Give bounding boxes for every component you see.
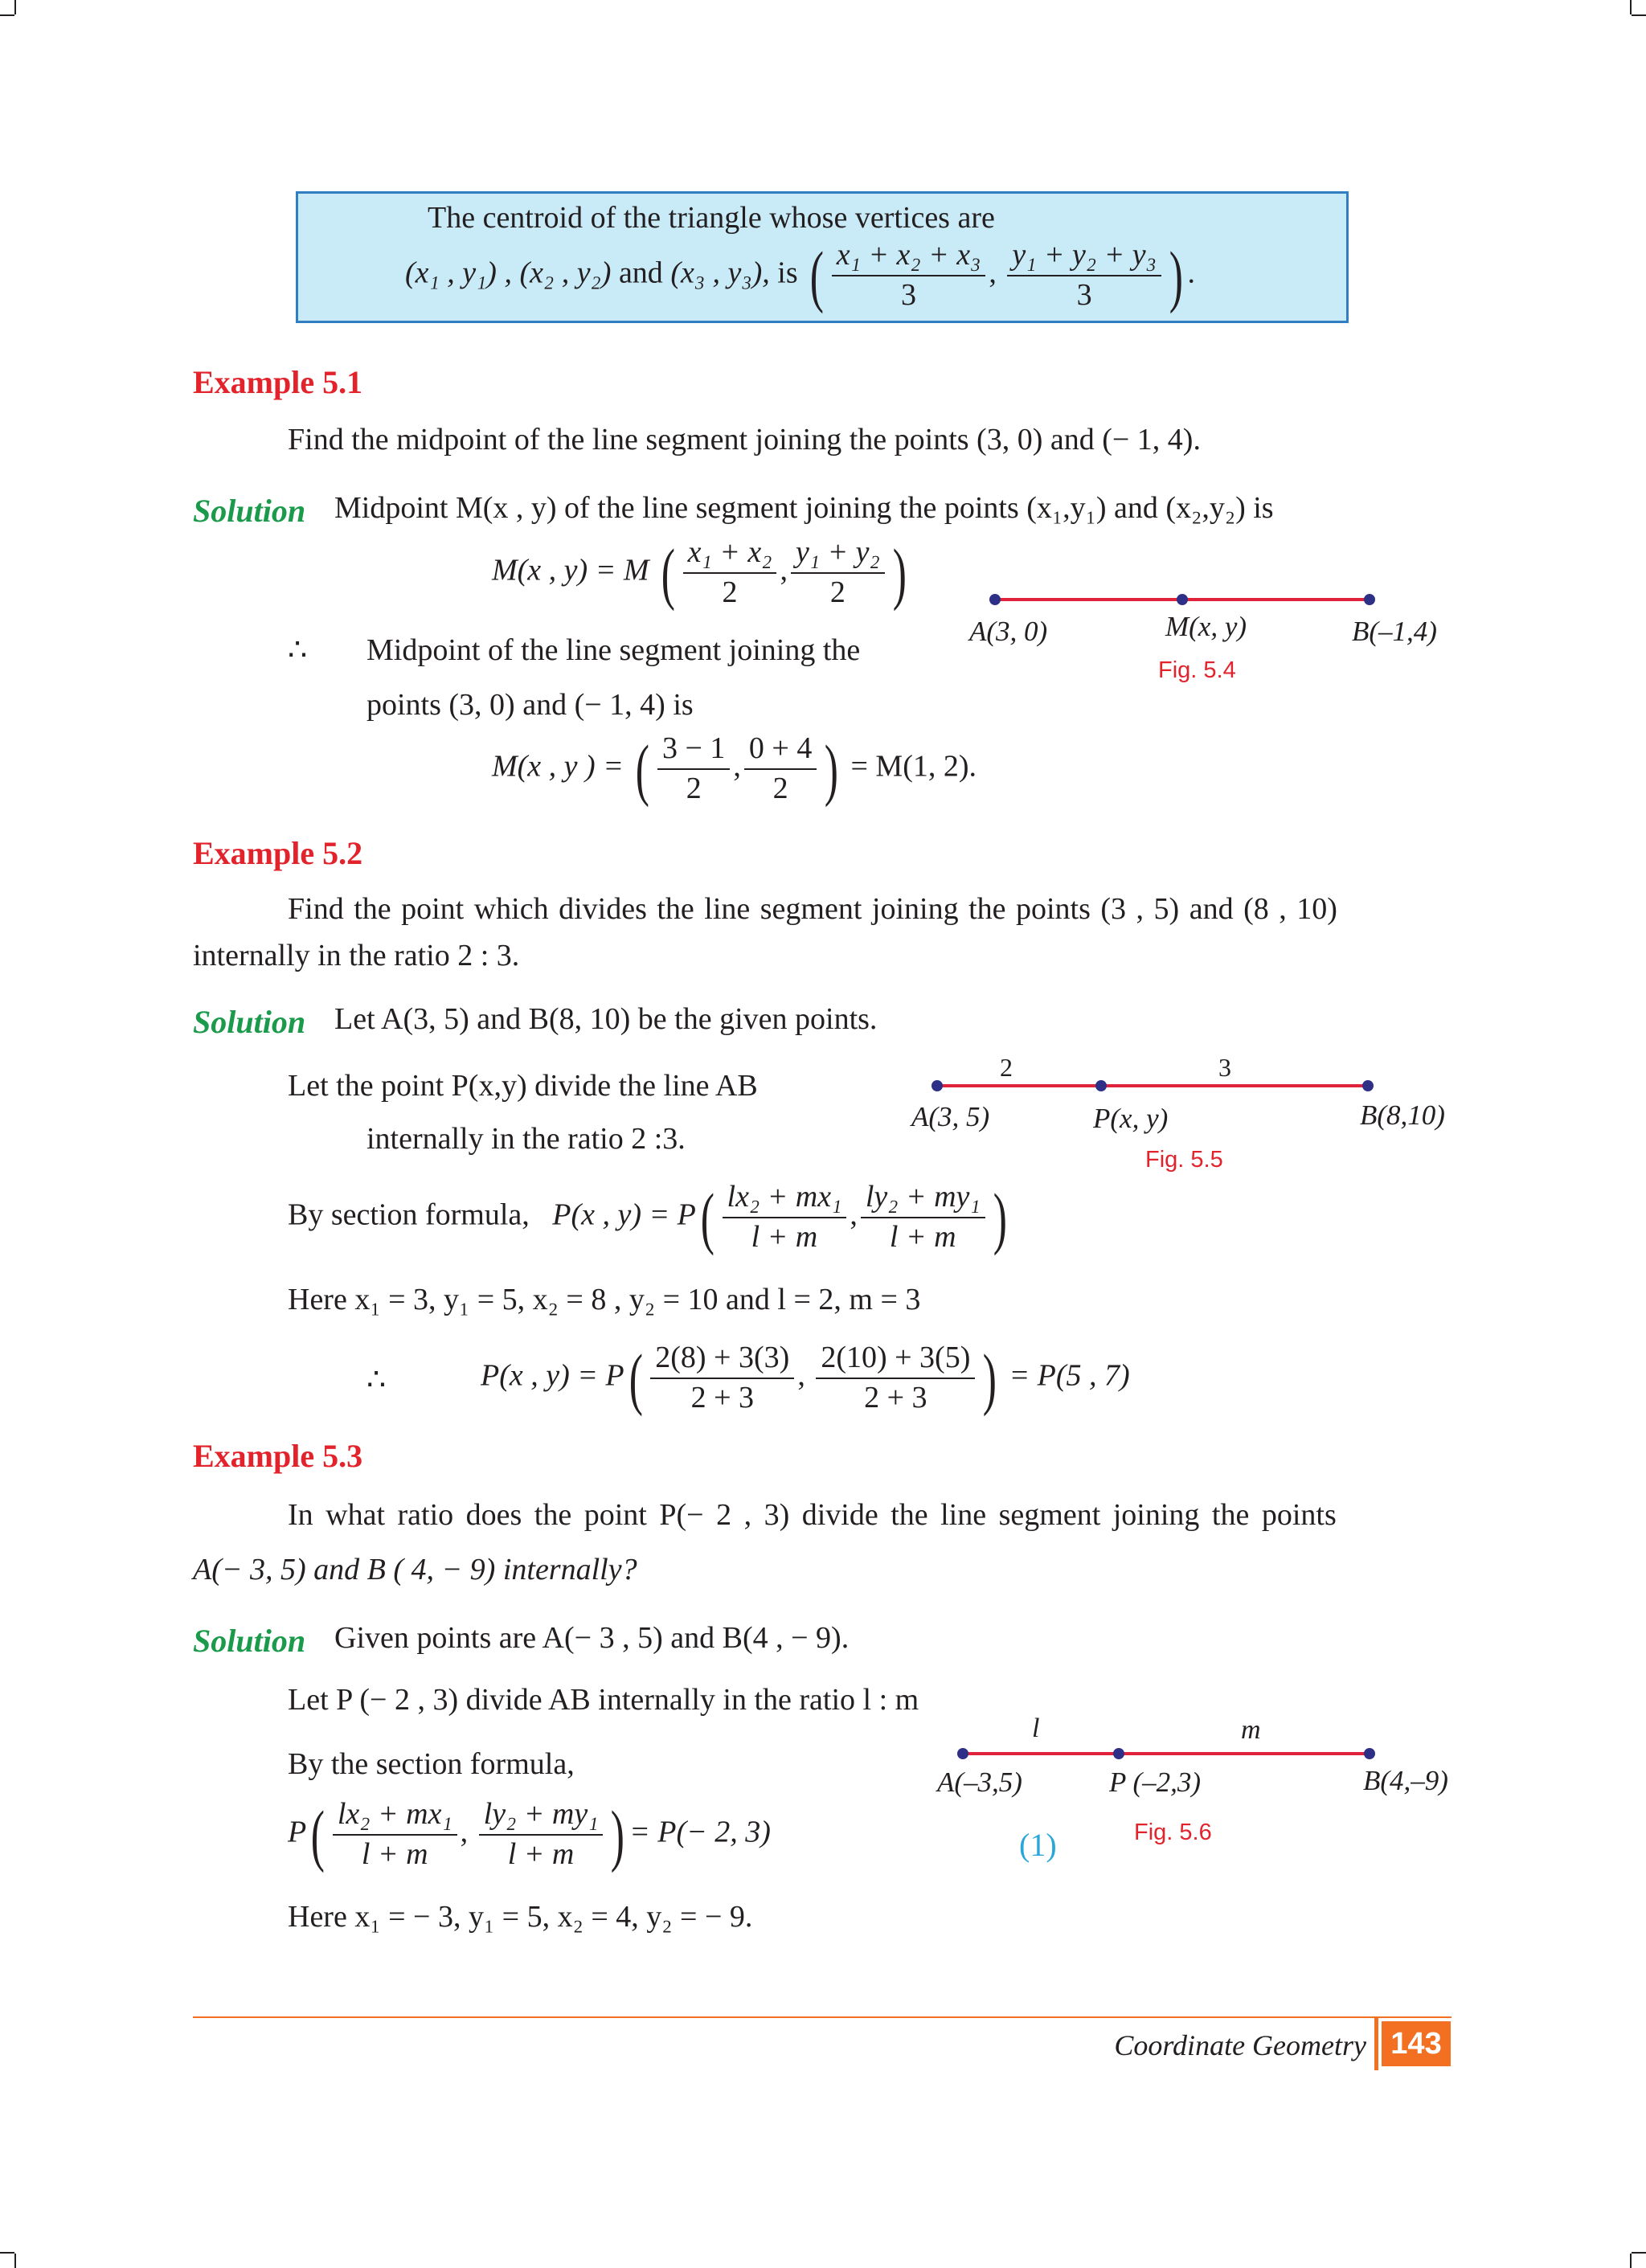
section-x-fraction: $\frac{\text{lx₂ + mx₁}}{l + m}$ (723, 1181, 847, 1254)
fig-5-6-ratio-l: l (1032, 1713, 1040, 1743)
fig-5-5-point-b (1362, 1080, 1374, 1091)
example-5-1-line-a: Midpoint of the line segment joining the (366, 633, 861, 667)
footer-separator (1374, 2017, 1378, 2070)
ex3-x-fraction: $\frac{\text{lx₂ + mx₁}}{l + m}$ (333, 1799, 457, 1871)
crop-mark-bottom-right-h (1632, 2252, 1646, 2254)
equation-reference-1: (1) (1019, 1827, 1057, 1863)
footer-rule (193, 2016, 1452, 2018)
example-5-2-question-line2: internally in the ratio 2 : 3. (193, 939, 520, 972)
example-5-2-solution-line: Let A(3, 5) and B(8, 10) be the given points. (334, 1002, 878, 1036)
fig-5-6-label-a: A(–3,5) (937, 1767, 1022, 1798)
centroid-vertex-3: (x₃ , y₃), (670, 256, 770, 290)
example-5-3-here-line: Here x₁ = − 3, y₁ = 5, x₂ = 4, y₂ = − 9. (288, 1900, 753, 1934)
result-y-fraction: $\frac{0 + 4}{2}$ (744, 733, 817, 805)
result-x-fraction: $\frac{3 - 1}{2}$ (657, 733, 730, 805)
centroid-y-fraction: $\frac{\text{y₁ + y₂ + y₃}}{3}$ (1007, 239, 1161, 312)
example-5-1-question: Find the midpoint of the line segment joining the points (3, 0) and (− 1, 4). (288, 423, 1201, 456)
fig-5-4-point-b (1364, 594, 1375, 605)
example-5-2-let-line1: Let the point P(x,y) divide the line AB (288, 1069, 758, 1103)
centroid-and: and (618, 256, 663, 290)
example-5-3-section-formula: P( $\frac{\text{lx₂ + mx₁}}{l + m}$ , $\frac{\text{ly₂ + my₁}}{l + m}$ ) = P(− 2, 3) (288, 1795, 771, 1873)
example-5-3-section-label: By the section formula, (288, 1747, 575, 1781)
fig-5-6-caption: Fig. 5.6 (1134, 1820, 1212, 1845)
crop-mark-bottom-left-v (14, 2254, 16, 2268)
fig-5-6-label-b: B(4,–9) (1363, 1765, 1448, 1796)
fig-5-4-point-a (989, 594, 1001, 605)
crop-mark-top-left-v (14, 0, 16, 14)
crop-mark-bottom-right-v (1630, 2254, 1632, 2268)
example-5-1-solution-label: Solution (193, 493, 306, 529)
fig-5-4-label-a: A(3, 0) (969, 616, 1048, 647)
example-5-2-let-line2: internally in the ratio 2 :3. (366, 1122, 686, 1156)
fig-5-6-ratio-m: m (1241, 1715, 1261, 1745)
centroid-box-line1: The centroid of the triangle whose vertices are (428, 201, 995, 235)
fig-5-4-point-m (1177, 594, 1188, 605)
fig-5-6-point-a (957, 1748, 968, 1759)
example-5-2-question-line1: Find the point which divides the line segment joining the points (3 , 5) and (8 , 10) (288, 892, 1337, 926)
example-5-1-midpoint-formula: M(x , y) = M ( $\frac{\text{x₁ + x₂}}{2}$ , $\frac{\text{y₁ + y₂}}{2}$ ) (492, 534, 907, 612)
section-y-fraction: $\frac{\text{ly₂ + my₁}}{l + m}$ (861, 1181, 985, 1254)
example-5-3-question-line1: In what ratio does the point P(− 2 , 3) divide the line segment joining the points (288, 1498, 1337, 1532)
fig-5-6-point-p (1113, 1748, 1124, 1759)
example-5-2-here-line: Here x₁ = 3, y₁ = 5, x₂ = 8 , y₂ = 10 and l = 2, m = 3 (288, 1283, 921, 1316)
example-5-3-solution-line: Given points are A(− 3 , 5) and B(4 , − 9). (334, 1621, 850, 1655)
fig-5-5-point-a (932, 1080, 943, 1091)
example-5-3-heading: Example 5.3 (193, 1438, 363, 1474)
example-5-3-question-line2: A(− 3, 5) and B ( 4, − 9) internally? (193, 1553, 637, 1586)
midpoint-y-fraction: $\frac{\text{y₁ + y₂}}{2}$ (791, 537, 885, 609)
ex3-y-fraction: $\frac{\text{ly₂ + my₁}}{l + m}$ (479, 1799, 604, 1871)
computed-y-fraction: $\frac{2(10) + 3(5)}{2 + 3}$ (816, 1342, 975, 1414)
example-5-1-result: M(x , y ) = ( $\frac{3 - 1}{2}$ , $\frac{0 + 4}{2}$ ) = M(1, 2). (492, 730, 977, 808)
centroid-box-line2: (x₁ , y₁) , (x₂ , y₂) and (x₃ , y₃), is ( $\frac{\text{x₁ + x₂ + x₃}}{3}$ , $\frac{\text{y₁ + y₂ + y₃}}{3}$ ) . (405, 236, 1195, 314)
computed-x-fraction: $\frac{2(8) + 3(3)}{2 + 3}$ (650, 1342, 794, 1414)
centroid-vertices-1-2: (x₁ , y₁) , (x₂ , y₂) (405, 256, 612, 290)
example-5-2-section-formula: By section formula, P(x , y) = P( $\frac{\text{lx₂ + mx₁}}{l + m}$ , $\frac{\text{ly₂ + my₁}}{l + m}$ ) (288, 1178, 1007, 1256)
crop-mark-top-right-v (1630, 0, 1632, 14)
example-5-2-therefore: ∴ (366, 1363, 387, 1397)
example-5-3-let-line: Let P (− 2 , 3) divide AB internally in the ratio l : m (288, 1683, 919, 1717)
example-5-2-solution-label: Solution (193, 1004, 306, 1040)
fig-5-5-point-p (1095, 1080, 1107, 1091)
fig-5-5-segment (937, 1084, 1368, 1087)
centroid-is: is (777, 256, 798, 290)
example-5-1-heading: Example 5.1 (193, 364, 363, 400)
example-5-3-solution-label: Solution (193, 1623, 306, 1659)
fig-5-5-label-a: A(3, 5) (911, 1101, 990, 1132)
crop-mark-top-right-h (1632, 14, 1646, 16)
centroid-x-fraction: $\frac{\text{x₁ + x₂ + x₃}}{3}$ (832, 239, 986, 312)
fig-5-5-label-b: B(8,10) (1360, 1099, 1445, 1131)
fig-5-4-label-b: B(–1,4) (1352, 616, 1437, 647)
page-number: 143 (1382, 2021, 1451, 2066)
fig-5-6-point-b (1364, 1748, 1375, 1759)
fig-5-5-ratio-2: 2 (1000, 1053, 1013, 1082)
therefore-symbol: ∴ (288, 633, 308, 667)
example-5-2-result: P(x , y) = P( $\frac{2(8) + 3(3)}{2 + 3}$ , $\frac{2(10) + 3(5)}{2 + 3}$ ) = P(5 , 7) (481, 1339, 1130, 1417)
fig-5-5-caption: Fig. 5.5 (1145, 1147, 1223, 1173)
example-5-2-heading: Example 5.2 (193, 835, 363, 871)
fig-5-4-label-m: M(x, y) (1165, 611, 1247, 642)
crop-mark-top-left-h (0, 14, 14, 16)
fig-5-5-ratio-3: 3 (1218, 1053, 1231, 1082)
example-5-1-line-b: points (3, 0) and (− 1, 4) is (366, 688, 694, 722)
midpoint-x-fraction: $\frac{\text{x₁ + x₂}}{2}$ (683, 537, 777, 609)
fig-5-6-segment (963, 1752, 1370, 1755)
fig-5-4-caption: Fig. 5.4 (1158, 657, 1236, 683)
example-5-1-solution-line: Midpoint M(x , y) of the line segment joining the points (x₁,y₁) and (x₂,y₂) is (334, 491, 1274, 525)
crop-mark-bottom-left-h (0, 2252, 14, 2254)
fig-5-6-label-p: P (–2,3) (1109, 1767, 1202, 1798)
fig-5-5-label-p: P(x, y) (1093, 1103, 1169, 1134)
footer-chapter-title: Coordinate Geometry (1114, 2029, 1366, 2061)
